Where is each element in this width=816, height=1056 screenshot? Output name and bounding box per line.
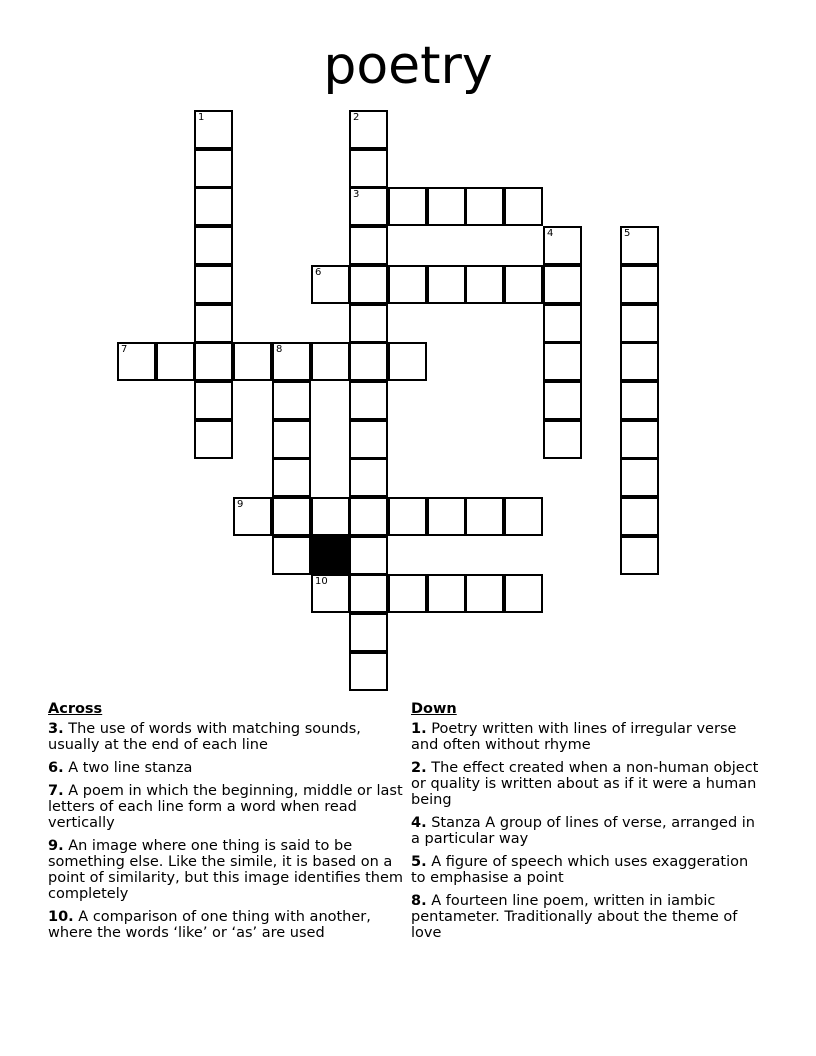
grid-cell[interactable] (349, 304, 388, 343)
puzzle-title: poetry (323, 36, 493, 96)
clue-text: A figure of speech which uses exaggeration to emphasise a point (411, 854, 749, 886)
grid-cell[interactable] (156, 342, 195, 381)
clue-number: 5. (411, 854, 427, 870)
clue-number: 9. (48, 838, 64, 854)
clue-text: A poem in which the beginning, middle or last letters of each line form a word when read vertically (48, 783, 403, 831)
clue-number: 10. (48, 909, 74, 925)
grid-cell[interactable] (620, 420, 659, 459)
grid-cell[interactable] (620, 497, 659, 536)
grid-cell[interactable] (504, 574, 543, 613)
grid-cell[interactable] (543, 226, 582, 265)
cell-number: 4 (547, 228, 554, 239)
grid-cell[interactable] (543, 381, 582, 420)
grid-cell[interactable] (543, 342, 582, 381)
grid-cell[interactable] (620, 265, 659, 304)
clue-across-7 (48, 783, 404, 831)
cell-number: 6 (315, 267, 322, 278)
grid-cell[interactable] (194, 187, 233, 226)
grid-cell[interactable] (349, 652, 388, 691)
grid-cell[interactable] (311, 574, 350, 613)
down-heading: Down (411, 701, 457, 717)
grid-cell[interactable] (272, 342, 311, 381)
clue-text: A comparison of one thing with another, where the words ‘like’ or ‘as’ are used (48, 909, 371, 941)
across-heading: Across (48, 701, 103, 717)
grid-cell[interactable] (465, 497, 504, 536)
grid-cell[interactable] (194, 149, 233, 188)
grid-cell[interactable] (349, 458, 388, 497)
clue-text: Stanza A group of lines of verse, arranged in a particular way (411, 815, 755, 847)
grid-cell[interactable] (465, 187, 504, 226)
clue-number: 4. (411, 815, 427, 831)
grid-cell[interactable] (465, 574, 504, 613)
grid-cell[interactable] (620, 226, 659, 265)
clue-number: 8. (411, 893, 427, 909)
cell-number: 3 (353, 189, 360, 200)
clue-number: 1. (411, 721, 427, 737)
grid-cell[interactable] (194, 342, 233, 381)
grid-cell[interactable] (504, 497, 543, 536)
grid-cell[interactable] (349, 381, 388, 420)
grid-cell[interactable] (233, 342, 272, 381)
cell-number: 8 (276, 344, 283, 355)
grid-cell[interactable] (272, 420, 311, 459)
grid-cell[interactable] (194, 226, 233, 265)
clue-across-3 (48, 721, 404, 753)
grid-cell[interactable] (349, 226, 388, 265)
grid-cell[interactable] (349, 497, 388, 536)
grid-cell[interactable] (388, 342, 427, 381)
black-cell (311, 536, 350, 575)
grid-cell[interactable] (272, 536, 311, 575)
clue-down-5 (411, 854, 767, 886)
grid-cell[interactable] (349, 265, 388, 304)
grid-cell[interactable] (504, 187, 543, 226)
grid-cell[interactable] (349, 149, 388, 188)
clue-across-9 (48, 838, 404, 902)
grid-cell[interactable] (194, 420, 233, 459)
grid-cell[interactable] (543, 420, 582, 459)
clue-number: 2. (411, 760, 427, 776)
clue-number: 6. (48, 760, 64, 776)
grid-cell[interactable] (311, 342, 350, 381)
grid-cell[interactable] (349, 613, 388, 652)
grid-cell[interactable] (349, 420, 388, 459)
cell-number: 2 (353, 112, 360, 123)
clue-text: Poetry written with lines of irregular verse and often without rhyme (411, 721, 737, 753)
grid-cell[interactable] (349, 187, 388, 226)
grid-cell[interactable] (272, 497, 311, 536)
grid-cell[interactable] (194, 304, 233, 343)
grid-cell[interactable] (194, 110, 233, 149)
grid-cell[interactable] (388, 497, 427, 536)
grid-cell[interactable] (349, 342, 388, 381)
clue-text: The effect created when a non-human object or quality is written about as if it were a human being (411, 760, 759, 808)
cell-number: 10 (315, 576, 328, 587)
clue-text: An image where one thing is said to be something else. Like the simile, it is based on a point of similarity, but this image identifies them completely (48, 838, 404, 902)
grid-cell[interactable] (427, 187, 466, 226)
grid-cell[interactable] (117, 342, 156, 381)
grid-cell[interactable] (543, 265, 582, 304)
grid-cell[interactable] (311, 497, 350, 536)
grid-cell[interactable] (427, 497, 466, 536)
grid-cell[interactable] (620, 304, 659, 343)
grid-cell[interactable] (388, 574, 427, 613)
clue-across-6 (48, 760, 404, 776)
grid-cell[interactable] (388, 187, 427, 226)
grid-cell[interactable] (620, 381, 659, 420)
clue-down-2 (411, 760, 767, 808)
down-clues (411, 701, 767, 948)
grid-cell[interactable] (272, 458, 311, 497)
clue-across-10 (48, 909, 404, 941)
clue-text: A two line stanza (68, 760, 193, 776)
grid-cell[interactable] (194, 381, 233, 420)
clue-text: A fourteen line poem, written in iambic pentameter. Traditionally about the theme of love (411, 893, 738, 941)
grid-cell[interactable] (427, 574, 466, 613)
grid-cell[interactable] (543, 304, 582, 343)
cell-number: 7 (121, 344, 128, 355)
clue-down-1 (411, 721, 767, 753)
grid-cell[interactable] (504, 265, 543, 304)
grid-cell[interactable] (349, 110, 388, 149)
grid-cell[interactable] (465, 265, 504, 304)
grid-cell[interactable] (620, 458, 659, 497)
cell-number: 9 (237, 499, 244, 510)
across-clues (48, 701, 404, 948)
grid-cell[interactable] (349, 574, 388, 613)
clue-number: 7. (48, 783, 64, 799)
grid-cell[interactable] (233, 497, 272, 536)
clue-text: The use of words with matching sounds, usually at the end of each line (48, 721, 361, 753)
grid-cell[interactable] (388, 265, 427, 304)
clue-number: 3. (48, 721, 64, 737)
grid-cell[interactable] (311, 265, 350, 304)
clue-down-8 (411, 893, 767, 941)
cell-number: 1 (198, 112, 205, 123)
grid-cell[interactable] (272, 381, 311, 420)
grid-cell[interactable] (349, 536, 388, 575)
grid-cell[interactable] (194, 265, 233, 304)
clue-down-4 (411, 815, 767, 847)
grid-cell[interactable] (427, 265, 466, 304)
cell-number: 5 (624, 228, 631, 239)
grid-cell[interactable] (620, 536, 659, 575)
grid-cell[interactable] (620, 342, 659, 381)
